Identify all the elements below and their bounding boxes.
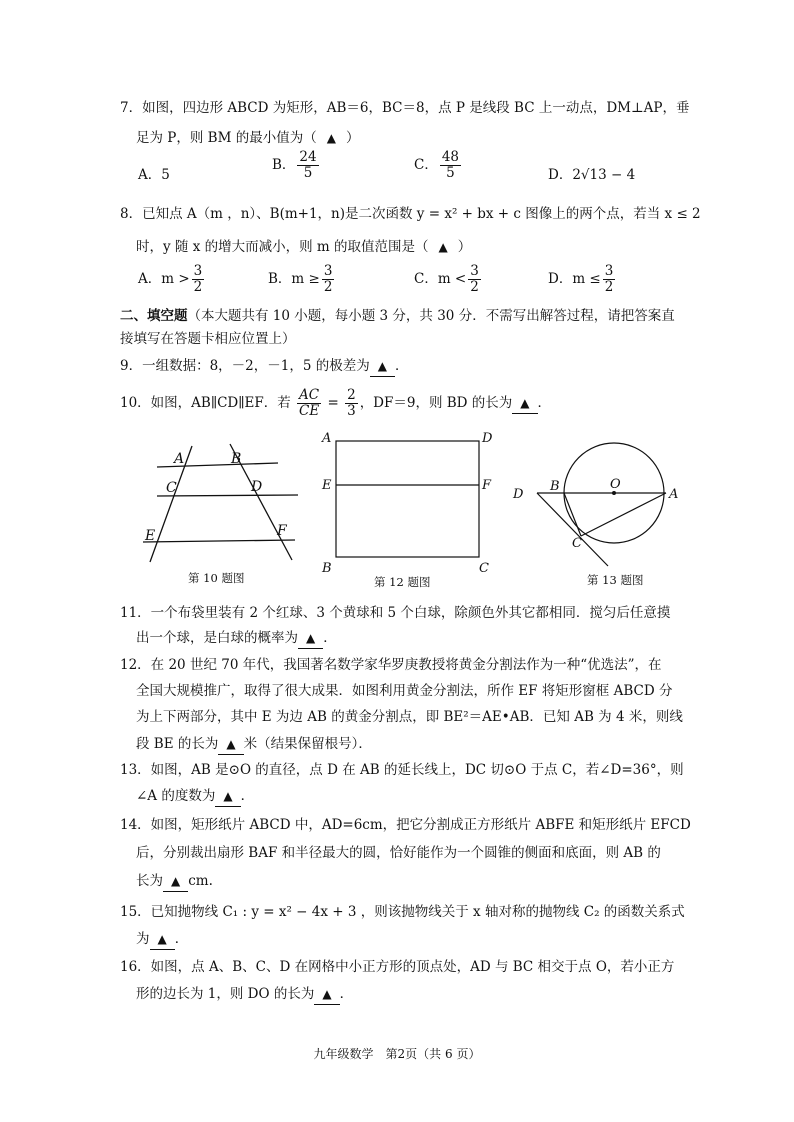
q15-line2: 为 ▲ ． [136, 929, 188, 950]
answer-mark: ▲ [326, 131, 336, 145]
page-footer: 九年级数学 第2页（共 6 页） [313, 1047, 481, 1061]
q12-line1: 12．在 20 世纪 70 年代，我国著名数学家华罗庚教授将黄金分割法作为一种“优选法”，在 [120, 657, 662, 673]
line-ef [143, 540, 295, 542]
q16-line2: 形的边长为 1，则 DO 的长为 ▲ ． [136, 984, 353, 1005]
q8-line2: 时，y 随 x 的增大而减小，则 m 的取值范围是（ ▲ ） [136, 239, 472, 255]
rect-abcd [336, 441, 479, 557]
label-b: B [322, 561, 332, 576]
figure-10 [140, 440, 305, 565]
answer-mark: ▲ [314, 984, 339, 1005]
q16-line1: 16．如图，点 A、B、C、D 在网格中小正方形的顶点处，AD 与 BC 相交于点 O，若小正方 [120, 959, 675, 975]
q13-line2: ∠A 的度数为 ▲ ． [136, 786, 254, 807]
caption-fig12: 第 12 题图 [374, 575, 431, 589]
section-heading: 二、填空题（本大题共有 10 小题，每小题 3 分，共 30 分．不需写出解答过程，请把答案直 [120, 308, 675, 324]
q12-line4: 段 BE 的长为 ▲ 米（结果保留根号）． [136, 734, 372, 755]
label-f: F [482, 478, 492, 493]
q7-option-c: C． $\frac{48}{5}$ [414, 149, 460, 181]
q7-option-a: A．5 [138, 167, 170, 183]
section-instructions: 接填写在答题卡相应位置上） [120, 331, 296, 347]
answer-mark: ▲ [512, 393, 537, 414]
answer-mark: ▲ [150, 929, 175, 950]
q11-line1: 11．一个布袋里装有 2 个红球、3 个黄球和 5 个白球，除颜色外其它都相同．搅匀后任意摸 [120, 605, 671, 621]
q7-option-b: B． $\frac{24}{5}$ [272, 149, 317, 181]
q8-line1: 8．已知点 A（m ，n）、B(m+1，n)是二次函数 y = x² + bx + c 图像上的两个点，若当 x ≤ 2 [120, 206, 701, 222]
line-cd [157, 495, 298, 496]
answer-mark: ▲ [163, 871, 188, 892]
q7-line2: 足为 P，则 BM 的最小值为（ ▲ ） [136, 130, 360, 146]
q8-option-d: D．m ≤ $\frac{3}{2}$ [548, 263, 614, 295]
q11-line2: 出一个球，是白球的概率为 ▲ ． [136, 628, 337, 649]
label-o: O [610, 477, 621, 492]
q13-line1: 13．如图，AB 是⊙O 的直径，点 D 在 AB 的延长线上，DC 切⊙O 于点 C，若∠D=36°，则 [120, 762, 684, 778]
q8-option-b: B．m ≥ $\frac{3}{2}$ [268, 263, 333, 295]
figure-13 [508, 434, 688, 574]
answer-mark: ▲ [218, 734, 243, 755]
answer-mark: ▲ [215, 786, 240, 807]
answer-mark: ▲ [370, 356, 395, 377]
label-d: D [513, 487, 524, 502]
q10: 10．如图，AB∥CD∥EF．若 $\frac{AC}{CE}$ = $\frac{2}{3}$ ，DF＝9，则 BD 的长为 ▲ ． [120, 387, 552, 419]
answer-mark: ▲ [298, 628, 323, 649]
figure-12 [316, 428, 496, 578]
q14-line2: 后，分别裁出扇形 BAF 和半径最大的圆，恰好能作为一个圆锥的侧面和底面，则 AB 的 [136, 845, 661, 861]
transversal-left [150, 446, 192, 562]
caption-fig13: 第 13 题图 [587, 573, 644, 587]
caption-fig10: 第 10 题图 [188, 571, 245, 585]
label-c: C [166, 480, 177, 496]
label-b: B [550, 479, 560, 494]
q15-line1: 15．已知抛物线 C₁ : y = x² − 4x + 3 ，则该抛物线关于 x 轴对称的抛物线 C₂ 的函数关系式 [120, 904, 685, 920]
q14-line3: 长为 ▲ cm. [136, 871, 213, 892]
label-c: C [479, 561, 489, 576]
q8-option-c: C．m < $\frac{3}{2}$ [414, 263, 479, 295]
label-e: E [322, 478, 332, 493]
answer-mark: ▲ [438, 240, 448, 254]
label-a: A [174, 451, 185, 467]
q7-option-d: D．2√13 − 4 [548, 167, 636, 183]
q7-line1: 7．如图，四边形 ABCD 为矩形，AB＝6，BC＝8，点 P 是线段 BC 上一动点，DM⊥AP，垂 [120, 100, 690, 116]
label-c: C [572, 536, 582, 551]
label-d: D [482, 431, 493, 446]
q12-line3: 为上下两部分，其中 E 为边 AB 的黄金分割点，即 BE²＝AE•AB．已知 AB 为 4 米，则线 [136, 709, 683, 725]
label-a: A [322, 431, 332, 446]
q9: 9．一组数据：8，－2，－1，5 的极差为 ▲ ． [120, 356, 408, 377]
label-a: A [669, 487, 679, 502]
label-b: B [231, 451, 242, 467]
tangent-dc [537, 493, 608, 566]
label-f: F [277, 523, 287, 539]
q14-line1: 14．如图，矩形纸片 ABCD 中，AD=6cm，把它分割成正方形纸片 ABFE 和矩形纸片 EFCD [120, 817, 691, 833]
label-d: D [251, 479, 263, 495]
line-ac [581, 493, 666, 536]
label-e: E [145, 528, 156, 544]
q8-option-a: A．m > $\frac{3}{2}$ [138, 263, 203, 295]
q12-line2: 全国大规模推广，取得了很大成果．如图利用黄金分割法，所作 EF 将矩形窗框 ABCD 分 [136, 683, 673, 699]
